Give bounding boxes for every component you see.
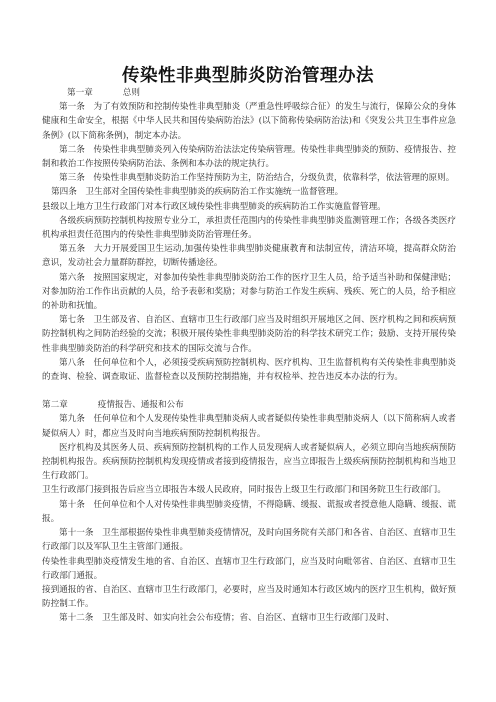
article-9: 第九条 任何单位和个人发现传染性非典型肺炎病人或者疑似传染性非典型肺炎病人（以下简称病人或者疑似病人）时，都应当及时向当地疾病预防控制机构报告。 (42, 414, 456, 439)
chapter-title: 疫情报告、通报和公布 (97, 400, 184, 411)
article-9-paragraph: 卫生行政部门接到报告后应当立即报告本级人民政府，同时报告上级卫生行政部门和国务院卫生行政部门。 (42, 485, 446, 496)
article-6: 第六条 按照国家规定，对参加传染性非典型肺炎防治工作的医疗卫生人员，给予适当补助和保健津贴；对参加防治工作作出贡献的人员，给予表彰和奖励；对参与防治工作发生疾病、残疾、死亡的人员，给予相应的补助和抚恤。 (42, 272, 456, 312)
article-11-paragraph: 接到通报的省、自治区、直辖市卫生行政部门，必要时，应当及时通知本行政区域内的医疗卫生机构，做好预防控制工作。 (42, 584, 456, 610)
document-title: 传染性非典型肺炎防治管理办法 (122, 66, 374, 86)
article-4: 第四条 卫生部对全国传染性非典型肺炎的疾病防治工作实施统一监督管理。 (51, 187, 344, 198)
chapter-title: 总则 (122, 88, 140, 98)
article-11-paragraph: 传染性非典型肺炎疫情发生地的省、自治区、直辖市卫生行政部门，应当及时向毗邻省、自治区、直辖市卫生行政部门通报。 (42, 556, 456, 581)
chapter-number: 第二章 (42, 400, 68, 411)
chapter-heading (42, 86, 456, 100)
article-10: 第十条 任何单位和个人对传染性非典型肺炎疫情，不得隐瞒、缓报、谎报或者授意他人隐瞒、缓报、谎报。 (42, 499, 456, 524)
article-9-paragraph: 医疗机构及其医务人员、疾病预防控制机构的工作人员发现病人或者疑似病人，必须立即向当地疾病预防控制机构报告。疾病预防控制机构发现疫情或者接到疫情报告，应当立即报告上级疾病预防控制机构和当地卫生行政部门。 (42, 442, 456, 482)
chapter-heading (42, 398, 456, 412)
article-5: 第五条 大力开展爱国卫生运动,加强传染性非典型肺炎健康教育和法制宣传，清洁环境，提高群众防治意识，发动社会力量群防群控，切断传播途径。 (42, 244, 456, 269)
article-8: 第八条 任何单位和个人，必须接受疾病预防控制机构、医疗机构、卫生监督机构有关传染性非典型肺炎的查询、检验、调查取证、监督检查以及预防控制措施，并有权检举、控告违反本办法的行为。 (42, 357, 456, 383)
article-7: 第七条 卫生部及省、自治区、直辖市卫生行政部门应当及时组织开展地区之间、医疗机构之间和疾病预防控制机构之间防治经验的交流；积极开展传染性非典型肺炎防治的科学技术研究工作；鼓励、支持开展传染性非典型肺炎防治的科学研究和技术的国际交流与合作。 (42, 315, 456, 354)
article-3: 第三条 传染性非典型肺炎防治工作坚持预防为主，防治结合，分级负责，依靠科学，依法管理的原则。 (59, 173, 455, 184)
chapter-number: 第一章 (67, 88, 93, 98)
article-12: 第十二条 卫生部及时、如实向社会公布疫情；省、自治区、直辖市卫生行政部门及时、 (59, 613, 395, 624)
article-2: 第二条 传染性非典型肺炎列入传染病防治法法定传染病管理。传染性非典型肺炎的预防、疫情报告、控制和救治工作按照传染病防治法、条例和本办法的规定执行。 (42, 144, 456, 170)
document-body (42, 86, 456, 626)
article-4-paragraph: 县级以上地方卫生行政部门对本行政区域传染性非典型肺炎的疾病防治工作实施监督管理。 (42, 201, 386, 212)
article-1: 第一条 为了有效预防和控制传染性非典型肺炎（严重急性呼吸综合征）的发生与流行，保障公众的身体健康和生命安全，根据《中华人民共和国传染病防治法》(以下简称传染病防治法)和《突发公共卫生事件应急条例》(以下简称条例)，制定本办法。 (42, 102, 456, 141)
article-4-paragraph: 各级疾病预防控制机构按照专业分工，承担责任范围内的传染性非典型肺炎监测管理工作；各级各类医疗机构承担责任范围内的传染性非典型肺炎防治管理任务。 (42, 215, 456, 241)
article-11: 第十一条 卫生部根据传染性非典型肺炎疫情情况，及时向国务院有关部门和各省、自治区、直辖市卫生行政部门以及军队卫生主管部门通报。 (42, 528, 456, 553)
